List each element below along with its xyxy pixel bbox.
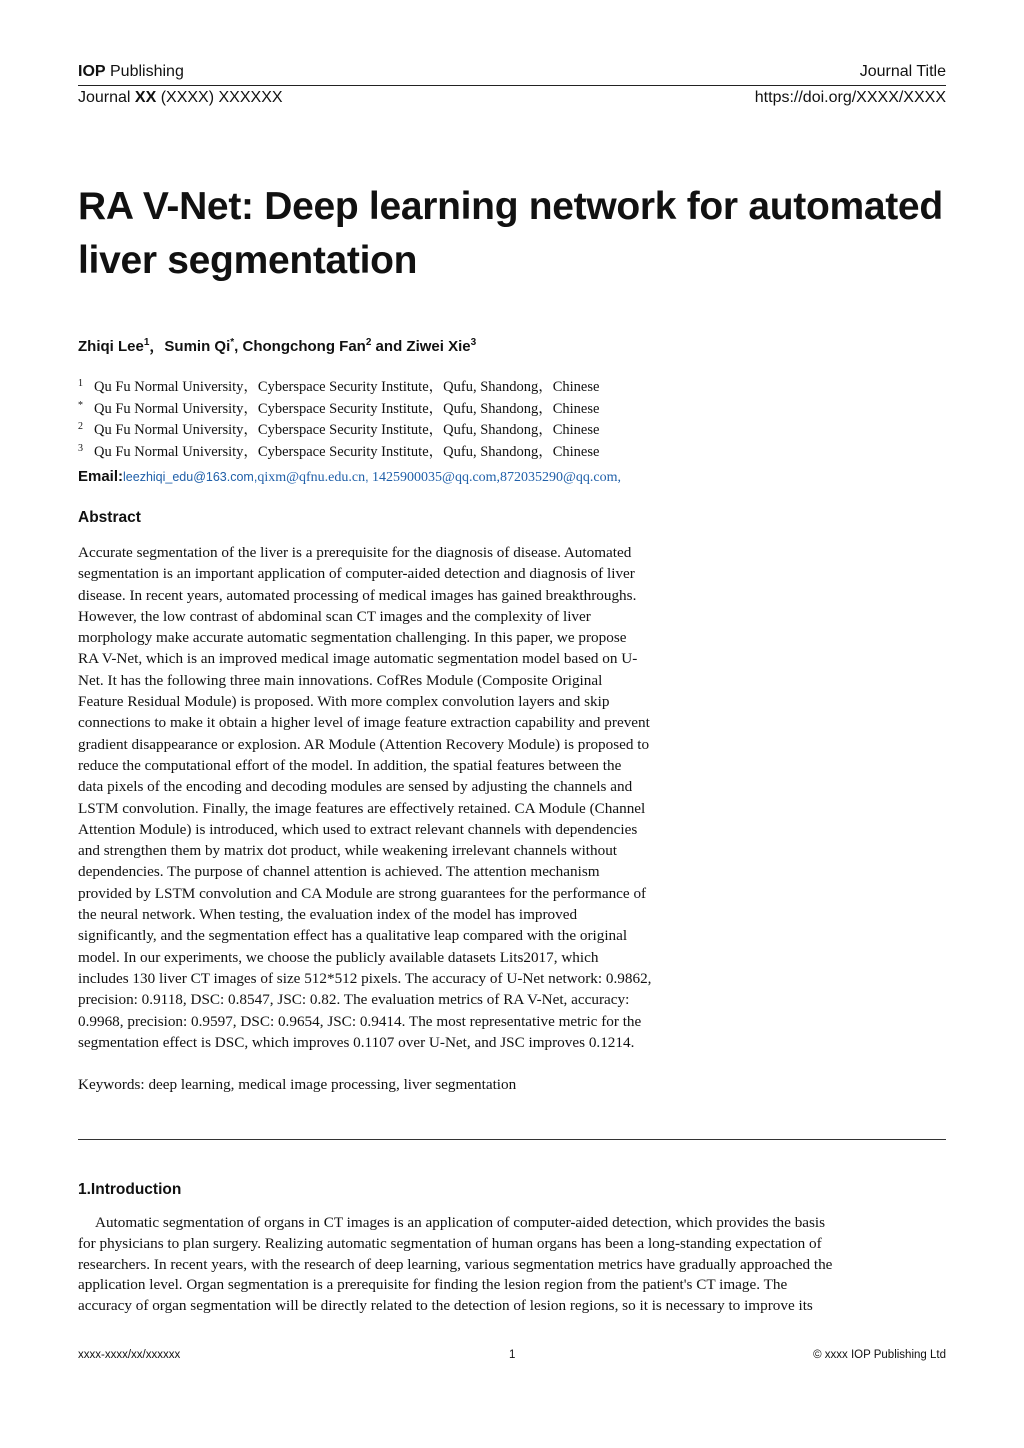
abstract-line: reduce the computational effort of the model. In addition, the spatial features between the [78, 756, 622, 774]
affiliation: 1 Qu Fu Normal University，Cyberspace Security Institute，Qufu, Shandong，Chinese [78, 378, 600, 395]
abstract-line: connections to make it obtain a higher level of image feature extraction capability and prevent [78, 714, 650, 732]
abstract-line: RA V-Net, which is an improved medical image automatic segmentation model based on U- [78, 650, 638, 668]
journal-citation: Journal XX (XXXX) XXXXXX [78, 89, 283, 106]
abstract-heading: Abstract [78, 509, 141, 526]
abstract-line: the neural network. When testing, the evaluation index of the model has improved [78, 906, 578, 924]
abstract-line: However, the low contrast of abdominal scan CT images and the complexity of liver [78, 607, 591, 625]
abstract-line: Accurate segmentation of the liver is a prerequisite for the diagnosis of disease. Automated [78, 544, 632, 561]
abstract-line: precision: 0.9118, DSC: 0.8547, JSC: 0.82. The evaluation metrics of RA V-Net, accuracy: [78, 991, 630, 1009]
page-number: 1 [509, 1349, 516, 1361]
affiliation: 3 Qu Fu Normal University，Cyberspace Security Institute，Qufu, Shandong，Chinese [78, 443, 600, 461]
introduction-body [78, 1213, 946, 1317]
affiliation: * Qu Fu Normal University，Cyberspace Security Institute，Qufu, Shandong，Chinese [78, 399, 600, 417]
intro-line: researchers. In recent years, with the research of deep learning, various segmentation metrics have gradually approached the [78, 1255, 833, 1273]
email-separator: , [365, 470, 373, 484]
abstract-line: segmentation is an important application of computer-aided detection and diagnosis of liver [78, 565, 635, 583]
abstract-line: gradient disappearance or explosion. AR Module (Attention Recovery Module) is proposed to [78, 735, 650, 753]
abstract-line: Net. It has the following three main innovations. CofRes Module (Composite Original [78, 671, 603, 689]
author: Ziwei Xie$^3$ [406, 337, 477, 355]
affiliation-list [78, 377, 946, 464]
paper-title: RA V-Net: Deep learning network for automated liver segmentation [78, 185, 943, 282]
author-list: Zhiqi Lee$^1$，Sumin Qi*, Chongchong Fan$^2$ and Ziwei Xie$^3$ [78, 337, 477, 355]
abstract-line: data pixels of the encoding and decoding modules are sensed by adjusting the channels and [78, 778, 633, 796]
author: Chongchong Fan$^2$ [242, 337, 372, 355]
email-link[interactable]: qixm@qfnu.edu.cn [257, 470, 366, 485]
abstract-line: significantly, and the segmentation effect has a qualitative leap compared with the original [78, 927, 628, 945]
abstract-line: Attention Module) is introduced, which used to extract relevant channels with dependencies [78, 820, 638, 838]
author: Sumin Qi* [164, 337, 235, 355]
abstract-line: segmentation effect is DSC, which improves 0.1107 over U-Net, and JSC improves 0.1214. [78, 1033, 635, 1051]
abstract-line: Feature Residual Module) is proposed. With more complex convolution layers and skip [78, 693, 610, 711]
abstract-line: LSTM convolution. Finally, the image features are effectively retained. CA Module (Channel [78, 799, 646, 817]
abstract-body [78, 542, 758, 1053]
abstract-line: provided by LSTM convolution and CA Module are strong guarantees for the performance of [78, 884, 647, 902]
email-link[interactable]: leezhiqi_edu@163.com, [123, 470, 258, 484]
footer-copyright: © xxxx IOP Publishing Ltd [813, 1349, 946, 1361]
intro-line: for physicians to plan surgery. Realizing automatic segmentation of human organs has been a long-standing expectation of [78, 1234, 822, 1252]
email-link[interactable]: 1425900035@qq.com,872035290@qq.com, [372, 470, 622, 485]
journal-title: Journal Title [859, 63, 946, 80]
email-label: Email: [78, 468, 124, 485]
footer-article-id: xxxx-xxxx/xx/xxxxxx [78, 1349, 181, 1361]
intro-line: Automatic segmentation of organs in CT images is an application of computer-aided detection, which provides the basis [95, 1214, 826, 1231]
abstract-line: model. In our experiments, we choose the publicly available datasets Lits2017, which [78, 948, 599, 966]
abstract-line: disease. In recent years, automated processing of medical images has gained breakthroughs. [78, 586, 637, 604]
abstract-line: and strengthen them by matrix dot product, while weakening irrelevant channels without [78, 842, 618, 860]
author: Zhiqi Lee$^1$ [78, 337, 150, 355]
email-line [78, 466, 621, 489]
abstract-line: 0.9968, precision: 0.9597, DSC: 0.9654, JSC: 0.9414. The most representative metric for the [78, 1012, 642, 1030]
keywords: Keywords: deep learning, medical image processing, liver segmentation [78, 1076, 517, 1093]
doi-link[interactable]: https://doi.org/XXXX/XXXX [754, 89, 946, 106]
header-rule [78, 85, 946, 86]
intro-line: accuracy of organ segmentation will be directly related to the detection of lesion regions, so it is necessary to improve its [78, 1297, 813, 1315]
running-header-top [78, 62, 946, 82]
abstract-line: includes 130 liver CT images of size 512*512 pixels. The accuracy of U-Net network: 0.9862, [78, 969, 652, 987]
publisher: IOP Publishing [78, 63, 184, 80]
affiliation: 2 Qu Fu Normal University，Cyberspace Security Institute，Qufu, Shandong，Chinese [78, 421, 600, 439]
introduction-heading: 1.Introduction [78, 1181, 182, 1198]
abstract-line: dependencies. The purpose of channel attention is achieved. The attention mechanism [78, 863, 600, 881]
running-header-bottom [78, 88, 946, 108]
section-divider [78, 1139, 946, 1140]
intro-line: application level. Organ segmentation is a prerequisite for finding the lesion region from the patient's CT image. The [78, 1276, 788, 1294]
abstract-line: morphology make accurate automatic segmentation challenging. In this paper, we propose [78, 629, 627, 647]
